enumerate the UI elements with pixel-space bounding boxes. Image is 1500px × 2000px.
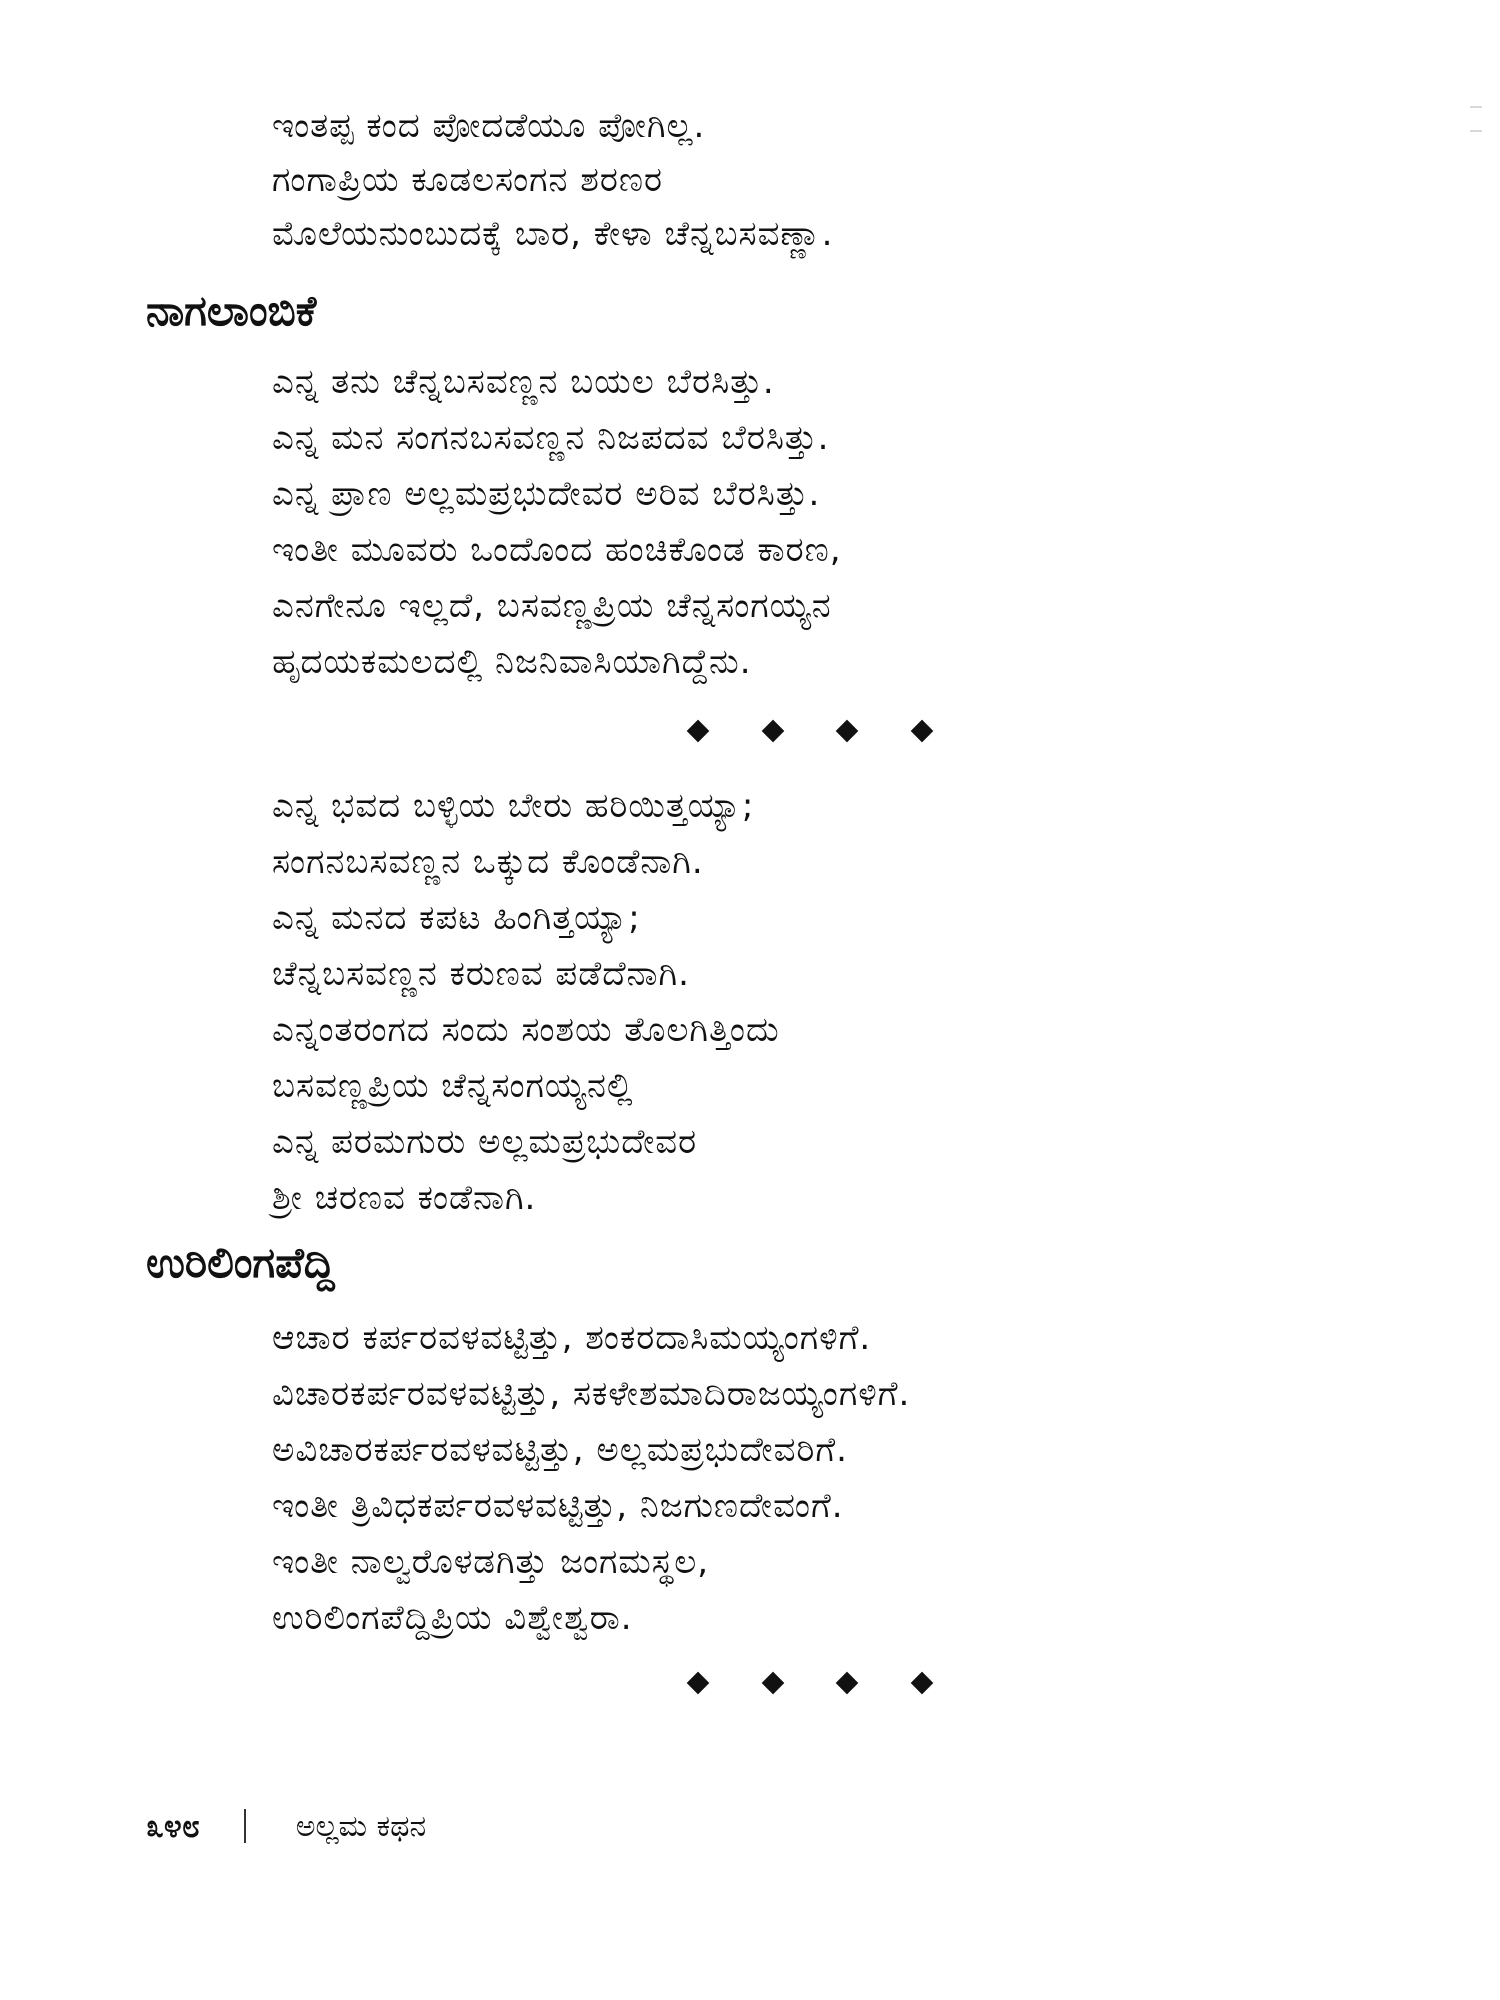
- verse-line: ಎನಗೇನೂ ಇಲ್ಲದೆ, ಬಸವಣ್ಣಪ್ರಿಯ ಚೆನ್ನಸಂಗಯ್ಯನ: [272, 586, 832, 626]
- diamond-ornament-icon: [836, 720, 859, 743]
- verse-line: ಆಚಾರ ಕರ್ಪರವಳವಟ್ಟಿತ್ತು, ಶಂಕರದಾಸಿಮಯ್ಯಂಗಳಿಗೆ.: [272, 1318, 872, 1358]
- verse-line: ಎನ್ನ ಭವದ ಬಳ್ಳಿಯ ಬೇರು ಹರಿಯಿತ್ತಯ್ಯಾ;: [272, 786, 755, 826]
- section-divider: [690, 1668, 930, 1698]
- page-number: ೩೪೮: [146, 1806, 200, 1845]
- verse-line: ಎನ್ನ ತನು ಚೆನ್ನಬಸವಣ್ಣನ ಬಯಲ ಬೆರಸಿತ್ತು.: [272, 362, 775, 402]
- verse-line: ಇಂತೀ ತ್ರಿವಿಧಕರ್ಪರವಳವಟ್ಟಿತ್ತು, ನಿಜಗುಣದೇವಂಗೆ.: [272, 1486, 844, 1526]
- verse-line: ಶ್ರೀ ಚರಣವ ಕಂಡೆನಾಗಿ.: [272, 1178, 537, 1218]
- diamond-ornament-icon: [761, 1672, 784, 1695]
- verse-line: ಅವಿಚಾರಕರ್ಪರವಳವಟ್ಟಿತ್ತು, ಅಲ್ಲಮಪ್ರಭುದೇವರಿಗೆ.: [272, 1430, 848, 1470]
- diamond-ornament-icon: [687, 720, 710, 743]
- verse-line: ಹೃದಯಕಮಲದಲ್ಲಿ ನಿಜನಿವಾಸಿಯಾಗಿದ್ದೆನು.: [272, 642, 752, 682]
- verse-line: ಎನ್ನ ಮನ ಸಂಗನಬಸವಣ್ಣನ ನಿಜಪದವ ಬೆರಸಿತ್ತು.: [272, 418, 830, 458]
- verse-line: ವಿಚಾರಕರ್ಪರವಳವಟ್ಟಿತ್ತು, ಸಕಳೇಶಮಾದಿರಾಜಯ್ಯಂಗಳಿಗೆ.: [272, 1374, 911, 1414]
- verse-line: ಸಂಗನಬಸವಣ್ಣನ ಒಕ್ಕುದ ಕೊಂಡೆನಾಗಿ.: [272, 842, 704, 882]
- verse-line: ಇಂತೀ ಮೂವರು ಒಂದೊಂದ ಹಂಚಿಕೊಂಡ ಕಾರಣ,: [272, 530, 842, 570]
- verse-line: ಉರಿಲಿಂಗಪೆದ್ದಿಪ್ರಿಯ ವಿಶ್ವೇಶ್ವರಾ.: [272, 1598, 633, 1638]
- diamond-ornament-icon: [836, 1672, 859, 1695]
- verse-line: ಎನ್ನ ಪ್ರಾಣ ಅಲ್ಲಮಪ್ರಭುದೇವರ ಅರಿವ ಬೆರಸಿತ್ತು.: [272, 474, 821, 514]
- diamond-ornament-icon: [687, 1672, 710, 1695]
- running-title: ಅಲ್ಲಮ ಕಥನ: [295, 1808, 427, 1844]
- verse-line: ಎನ್ನ ಪರಮಗುರು ಅಲ್ಲಮಪ್ರಭುದೇವರ: [272, 1122, 698, 1162]
- verse-line: ಬಸವಣ್ಣಪ್ರಿಯ ಚೆನ್ನಸಂಗಯ್ಯನಲ್ಲಿ: [272, 1066, 634, 1106]
- section-divider: [690, 716, 930, 746]
- verse-line: ಇಂತಪ್ಪ ಕಂದ ಪೋದಡೆಯೂ ಪೋಗಿಲ್ಲ.: [272, 106, 706, 146]
- verse-line: ಇಂತೀ ನಾಲ್ವರೊಳಡಗಿತ್ತು ಜಂಗಮಸ್ಥಲ,: [272, 1542, 710, 1582]
- diamond-ornament-icon: [911, 720, 934, 743]
- section-heading-nagalambike: ನಾಗಲಾಂಬಿಕೆ: [146, 286, 317, 335]
- diamond-ornament-icon: [761, 720, 784, 743]
- diamond-ornament-icon: [911, 1672, 934, 1695]
- footer-separator: [244, 1809, 246, 1843]
- page-footer: [146, 1806, 426, 1846]
- section-heading-urilingapeddi: ಉರಿಲಿಂಗಪೆದ್ದಿ: [146, 1238, 335, 1287]
- verse-line: ಮೊಲೆಯನುಂಬುದಕ್ಕೆ ಬಾರ, ಕೇಳಾ ಚೆನ್ನಬಸವಣ್ಣಾ.: [272, 214, 834, 254]
- scan-artifact: [1470, 106, 1482, 132]
- verse-line: ಎನ್ನ ಮನದ ಕಪಟ ಹಿಂಗಿತ್ತಯ್ಯಾ;: [272, 898, 641, 938]
- verse-line: ಎನ್ನಂತರಂಗದ ಸಂದು ಸಂಶಯ ತೊಲಗಿತ್ತಿಂದು: [272, 1010, 780, 1050]
- verse-line: ಚೆನ್ನಬಸವಣ್ಣನ ಕರುಣವ ಪಡೆದೆನಾಗಿ.: [272, 954, 690, 994]
- verse-line: ಗಂಗಾಪ್ರಿಯ ಕೂಡಲಸಂಗನ ಶರಣರ: [272, 160, 663, 200]
